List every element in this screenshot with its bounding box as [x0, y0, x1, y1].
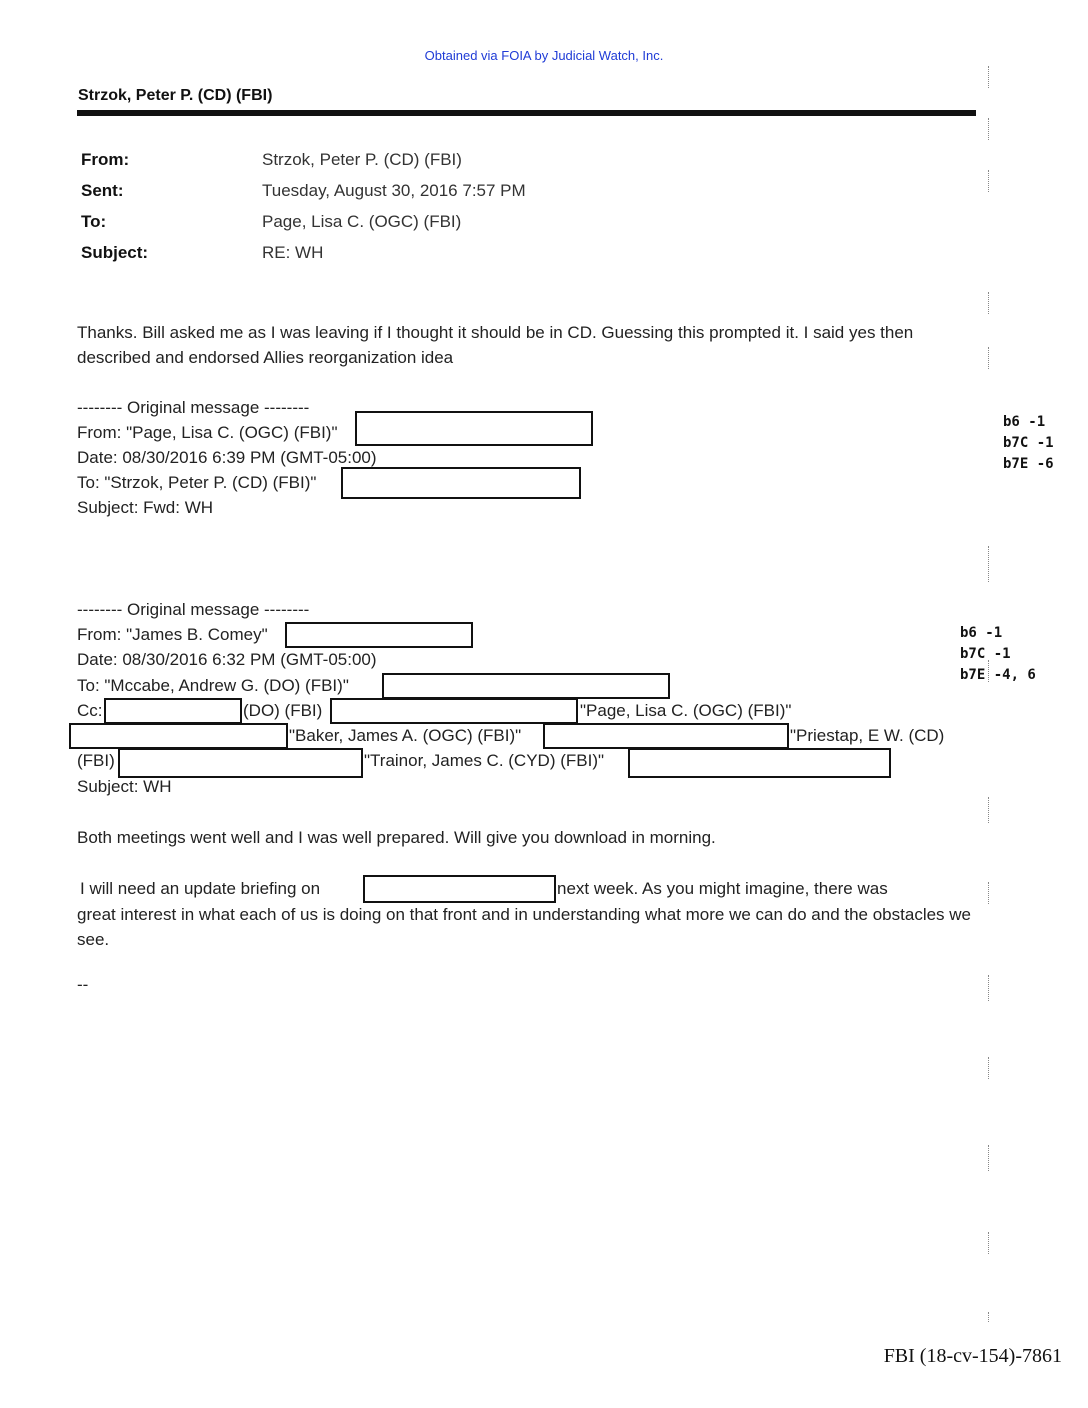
forward2-cc-text: "Baker, James A. (OGC) (FBI)" — [289, 726, 522, 745]
redaction-box — [330, 698, 578, 724]
scan-artifact — [988, 1312, 990, 1322]
redaction-box — [543, 723, 789, 749]
scan-artifact — [988, 546, 990, 582]
scan-artifact — [988, 118, 990, 140]
forward2-cc-text: (DO) (FBI) — [243, 701, 323, 720]
redaction-box — [69, 723, 288, 749]
exemption-code: b7E -6 — [1003, 456, 1054, 472]
redaction-box — [285, 622, 473, 648]
foia-watermark: Obtained via FOIA by Judicial Watch, Inc. — [424, 48, 664, 63]
scan-artifact — [988, 1232, 990, 1254]
forward2-cc-text: "Trainor, James C. (CYD) (FBI)" — [364, 751, 605, 770]
exemption-code: b7E -4, 6 — [960, 667, 1036, 683]
scan-artifact — [988, 66, 990, 88]
sent-value: Tuesday, August 30, 2016 7:57 PM — [262, 181, 526, 200]
document-title: Strzok, Peter P. (CD) (FBI) — [78, 87, 273, 104]
sent-label: Sent: — [81, 181, 124, 200]
redaction-box — [382, 673, 670, 699]
forward2-cc-text: (FBI) — [77, 751, 115, 770]
exemption-code: b7C -1 — [960, 646, 1011, 662]
forward2-from: From: "James B. Comey" — [77, 625, 268, 644]
comey-body-line: Both meetings went well and I was well prepared. Will give you download in morning. — [77, 828, 716, 847]
scan-artifact — [988, 1145, 990, 1171]
redaction-box — [118, 748, 363, 778]
comey-body-paragraph: great interest in what each of us is doing on that front and in understanding what more we can do and the obstacles we see. — [77, 905, 972, 949]
comey-body-line: next week. As you might imagine, there was — [557, 879, 888, 898]
redaction-box — [341, 467, 581, 499]
subject-value: RE: WH — [262, 243, 324, 262]
redaction-box — [104, 698, 242, 724]
exemption-code: b7C -1 — [1003, 435, 1054, 451]
scan-artifact — [988, 347, 990, 369]
scan-artifact — [988, 882, 990, 904]
subject-label: Subject: — [81, 243, 149, 262]
scan-artifact — [988, 975, 990, 1001]
forward2-date: Date: 08/30/2016 6:32 PM (GMT-05:00) — [77, 650, 377, 669]
scan-artifact — [988, 797, 990, 823]
trailer: -- — [77, 975, 89, 994]
comey-body-line: I will need an update briefing on — [80, 879, 321, 898]
forward1-to: To: "Strzok, Peter P. (CD) (FBI)" — [77, 473, 317, 492]
exemption-code: b6 -1 — [1003, 414, 1046, 430]
bates-number: FBI (18-cv-154)-7861 — [883, 1345, 1062, 1367]
forward1-subject: Subject: Fwd: WH — [77, 498, 214, 517]
title-rule — [77, 110, 976, 116]
scan-artifact — [988, 170, 990, 192]
scan-artifact — [988, 292, 990, 314]
from-label: From: — [81, 150, 130, 169]
forward1-from: From: "Page, Lisa C. (OGC) (FBI)" — [77, 423, 338, 442]
redaction-box — [363, 875, 556, 903]
redaction-box — [628, 748, 891, 778]
forward1-separator: -------- Original message -------- — [77, 398, 310, 417]
from-value: Strzok, Peter P. (CD) (FBI) — [262, 150, 462, 169]
to-label: To: — [81, 212, 107, 231]
forward2-cc-text: "Priestap, E W. (CD) — [790, 726, 945, 745]
forward2-separator: -------- Original message -------- — [77, 600, 310, 619]
forward2-subject: Subject: WH — [77, 777, 172, 796]
forward2-cc-text: "Page, Lisa C. (OGC) (FBI)" — [580, 701, 792, 720]
scan-artifact — [988, 1057, 990, 1079]
forward2-to: To: "Mccabe, Andrew G. (DO) (FBI)" — [77, 676, 349, 695]
to-value: Page, Lisa C. (OGC) (FBI) — [262, 212, 462, 231]
scan-artifact — [988, 660, 990, 682]
forward1-date: Date: 08/30/2016 6:39 PM (GMT-05:00) — [77, 448, 377, 467]
exemption-code: b6 -1 — [960, 625, 1003, 641]
redaction-box — [355, 411, 593, 446]
reply-body: Thanks. Bill asked me as I was leaving if I thought it should be in CD. Guessing this prompted it. I said yes then described and endorsed Allies reorganization idea — [77, 323, 914, 367]
forward2-cc-label: Cc: — [77, 701, 103, 720]
